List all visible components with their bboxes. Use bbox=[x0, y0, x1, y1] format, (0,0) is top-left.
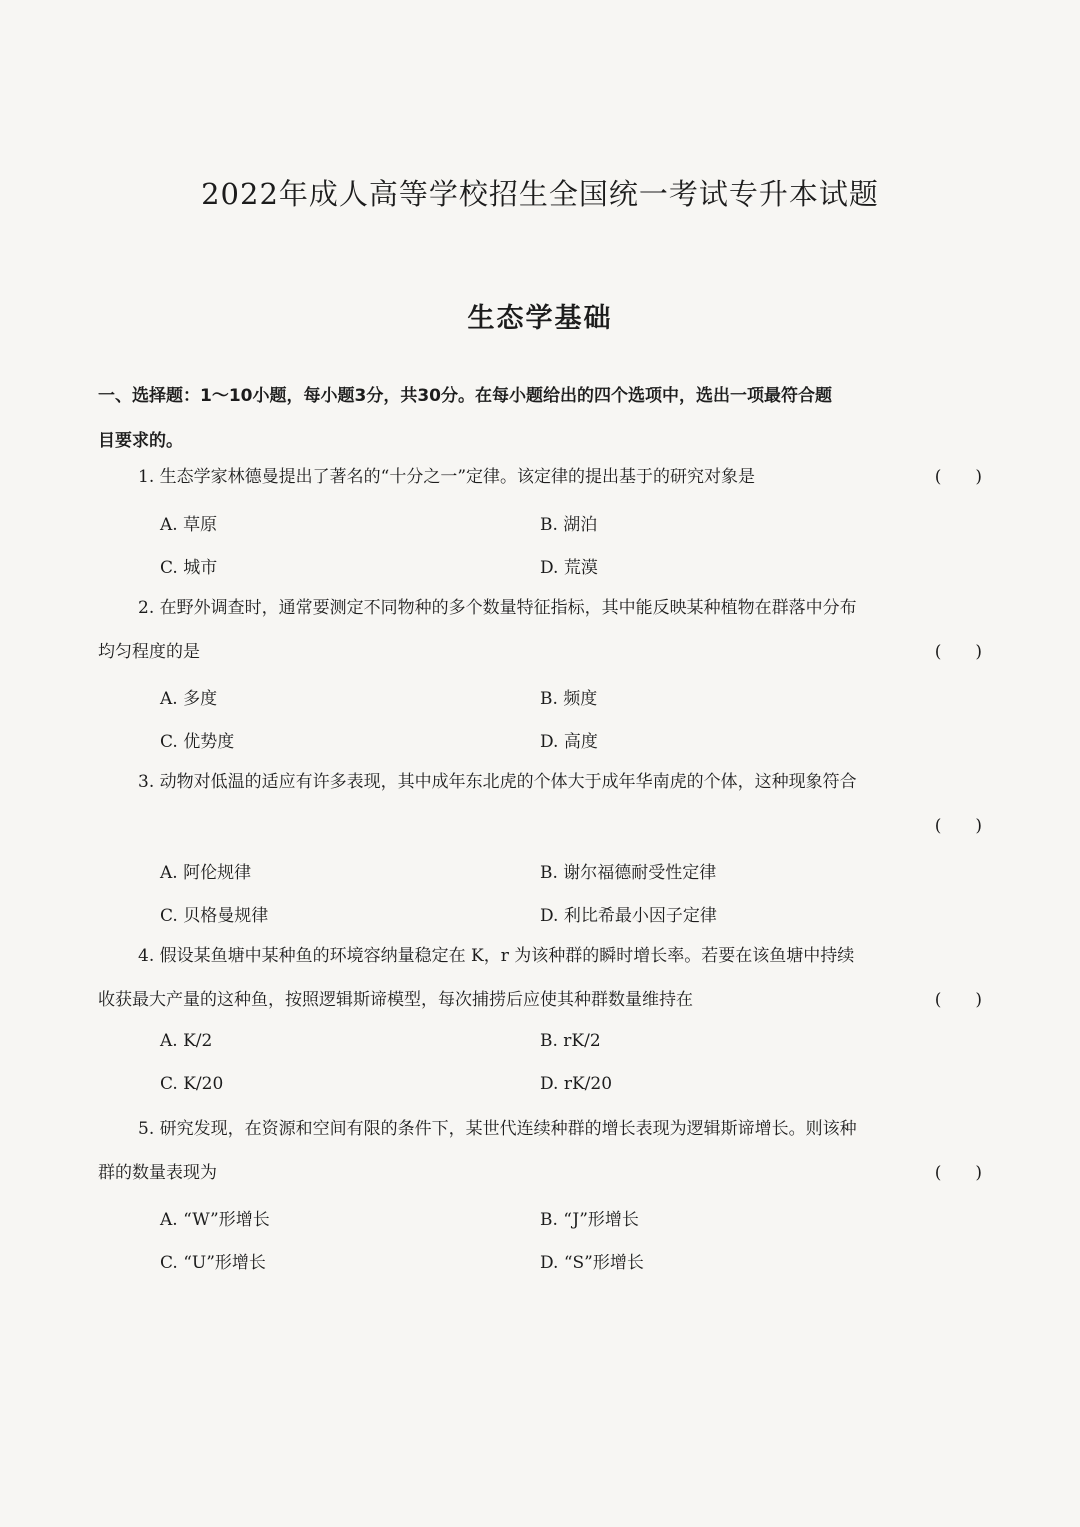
question-stem: 1. 生态学家林德曼提出了著名的“十分之一”定律。该定律的提出基于的研究对象是 bbox=[138, 467, 756, 487]
question-stem: 2. 在野外调查时，通常要测定不同物种的多个数量特征指标，其中能反映某种植物在群落中分布 bbox=[138, 598, 857, 618]
section-heading-line1: 一、选择题：1～10小题，每小题3分，共30分。在每小题给出的四个选项中，选出一项最符合题 bbox=[98, 386, 832, 406]
answer-paren: ( ) bbox=[934, 642, 982, 662]
question-stem: 4. 假设某鱼塘中某种鱼的环境容纳量稳定在 K，r 为该种群的瞬时增长率。若要在该鱼塘中持续 bbox=[138, 946, 855, 966]
answer-paren: ( ) bbox=[934, 467, 982, 487]
option-d: D. rK/20 bbox=[540, 1074, 613, 1094]
option-a: A. “W”形增长 bbox=[160, 1210, 270, 1230]
option-b: B. “J”形增长 bbox=[540, 1210, 639, 1230]
question-stem-cont: 均匀程度的是 bbox=[98, 642, 200, 662]
option-c: C. “U”形增长 bbox=[160, 1253, 266, 1273]
option-a: A. 阿伦规律 bbox=[160, 863, 252, 883]
question-stem: 3. 动物对低温的适应有许多表现，其中成年东北虎的个体大于成年华南虎的个体，这种现象符合 bbox=[138, 772, 857, 792]
section-heading bbox=[98, 374, 982, 464]
question-3 bbox=[98, 760, 982, 848]
option-a: A. 多度 bbox=[160, 689, 218, 709]
option-d: D. 高度 bbox=[540, 732, 598, 752]
option-b: B. 谢尔福德耐受性定律 bbox=[540, 863, 717, 883]
option-d: D. “S”形增长 bbox=[540, 1253, 644, 1273]
option-b: B. rK/2 bbox=[540, 1031, 601, 1051]
answer-paren: ( ) bbox=[934, 816, 982, 836]
exam-title: 2022年成人高等学校招生全国统一考试专升本试题 bbox=[201, 177, 879, 211]
question-4 bbox=[98, 934, 982, 1022]
question-5 bbox=[98, 1107, 982, 1195]
option-c: C. 城市 bbox=[160, 558, 218, 578]
option-b: B. 频度 bbox=[540, 689, 598, 709]
subject-title: 生态学基础 bbox=[467, 303, 613, 334]
answer-paren: ( ) bbox=[934, 1163, 982, 1183]
question-stem: 5. 研究发现，在资源和空间有限的条件下，某世代连续种群的增长表现为逻辑斯谛增长。则该种 bbox=[138, 1119, 857, 1139]
question-1 bbox=[98, 455, 982, 499]
answer-paren: ( ) bbox=[934, 990, 982, 1010]
option-a: A. K/2 bbox=[160, 1031, 213, 1051]
question-stem-cont: 收获最大产量的这种鱼，按照逻辑斯谛模型，每次捕捞后应使其种群数量维持在 bbox=[98, 990, 693, 1010]
question-2 bbox=[98, 586, 982, 674]
option-c: C. K/20 bbox=[160, 1074, 224, 1094]
option-b: B. 湖泊 bbox=[540, 515, 598, 535]
section-heading-line2: 目要求的。 bbox=[98, 431, 183, 451]
question-stem-cont: 群的数量表现为 bbox=[98, 1163, 217, 1183]
option-d: D. 利比希最小因子定律 bbox=[540, 906, 717, 926]
option-c: C. 贝格曼规律 bbox=[160, 906, 269, 926]
option-d: D. 荒漠 bbox=[540, 558, 598, 578]
option-c: C. 优势度 bbox=[160, 732, 235, 752]
option-a: A. 草原 bbox=[160, 515, 218, 535]
